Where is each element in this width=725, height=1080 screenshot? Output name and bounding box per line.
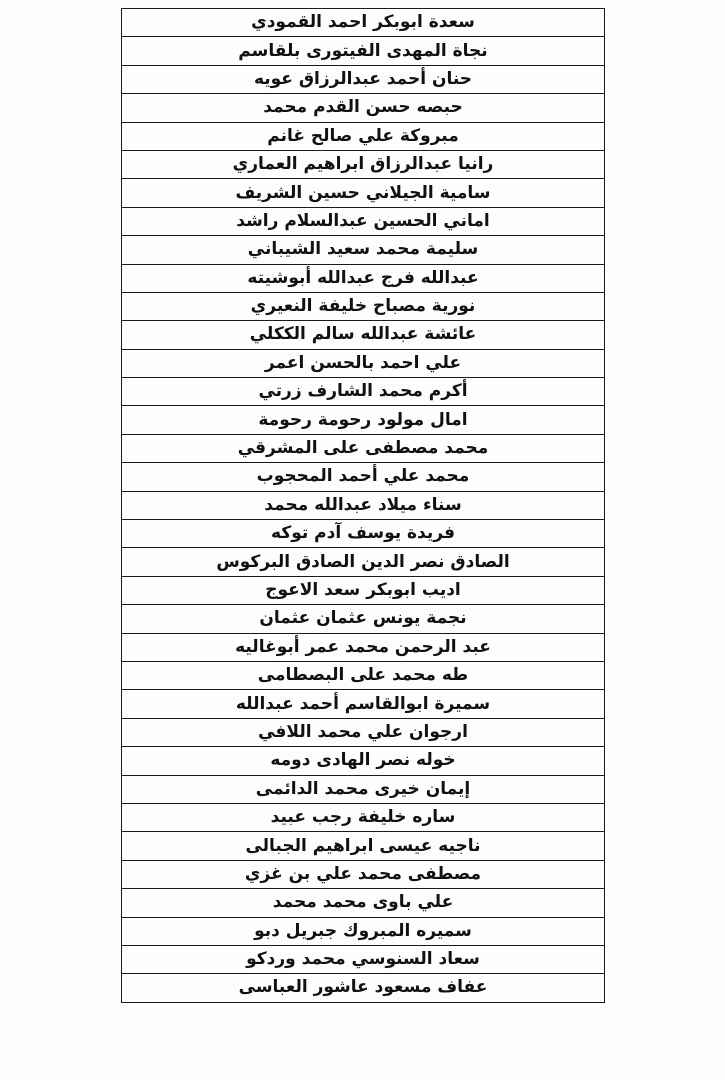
- table-row: [122, 775, 605, 803]
- table-row: [122, 207, 605, 235]
- table-row: [122, 860, 605, 888]
- name-cell: ناجيه عيسى ابراهيم الجبالى: [122, 832, 605, 860]
- names-table-body: [122, 9, 605, 1003]
- name-cell: طه محمد على البصطامى: [122, 661, 605, 689]
- name-cell: الصادق نصر الدين الصادق البركوس: [122, 548, 605, 576]
- name-cell: عبدالله فرج عبدالله أبوشيته: [122, 264, 605, 292]
- table-row: [122, 718, 605, 746]
- table-row: [122, 917, 605, 945]
- name-cell: خوله نصر الهادى دومه: [122, 747, 605, 775]
- name-cell: فريدة يوسف آدم توكه: [122, 520, 605, 548]
- table-row: [122, 605, 605, 633]
- table-row: [122, 9, 605, 37]
- table-row: [122, 378, 605, 406]
- table-row: [122, 832, 605, 860]
- table-row: [122, 520, 605, 548]
- name-cell: نورية مصباح خليفة النعيري: [122, 292, 605, 320]
- table-row: [122, 434, 605, 462]
- name-cell: سعاد السنوسي محمد وردكو: [122, 945, 605, 973]
- table-row: [122, 37, 605, 65]
- table-row: [122, 945, 605, 973]
- table-row: [122, 122, 605, 150]
- name-cell: سناء ميلاد عبدالله محمد: [122, 491, 605, 519]
- name-cell: سليمة محمد سعيد الشيباني: [122, 236, 605, 264]
- name-cell: حنان أحمد عبدالرزاق عويه: [122, 65, 605, 93]
- name-cell: عفاف مسعود عاشور العباسى: [122, 974, 605, 1002]
- table-row: [122, 491, 605, 519]
- name-cell: علي باوى محمد محمد: [122, 889, 605, 917]
- table-row: [122, 264, 605, 292]
- table-row: [122, 406, 605, 434]
- name-cell: سامية الجيلاني حسين الشريف: [122, 179, 605, 207]
- name-cell: نجاة المهدى الفيتورى بلقاسم: [122, 37, 605, 65]
- table-row: [122, 690, 605, 718]
- names-table: [121, 8, 605, 1003]
- name-cell: عبد الرحمن محمد عمر أبوغاليه: [122, 633, 605, 661]
- name-cell: اماني الحسين عبدالسلام راشد: [122, 207, 605, 235]
- table-row: [122, 236, 605, 264]
- table-row: [122, 803, 605, 831]
- table-row: [122, 576, 605, 604]
- name-cell: نجمة يونس عثمان عثمان: [122, 605, 605, 633]
- table-row: [122, 94, 605, 122]
- name-cell: مصطفى محمد علي بن غزي: [122, 860, 605, 888]
- name-cell: حبصه حسن القدم محمد: [122, 94, 605, 122]
- name-cell: إيمان خيرى محمد الدائمى: [122, 775, 605, 803]
- name-cell: محمد علي أحمد المحجوب: [122, 463, 605, 491]
- table-row: [122, 889, 605, 917]
- table-row: [122, 349, 605, 377]
- name-cell: سميره المبروك جبريل دبو: [122, 917, 605, 945]
- name-cell: محمد مصطفى على المشرقي: [122, 434, 605, 462]
- name-cell: أكرم محمد الشارف زرتي: [122, 378, 605, 406]
- name-cell: سميرة ابوالقاسم أحمد عبدالله: [122, 690, 605, 718]
- name-cell: مبروكة علي صالح غانم: [122, 122, 605, 150]
- name-cell: ارجوان علي محمد اللافي: [122, 718, 605, 746]
- table-row: [122, 321, 605, 349]
- name-cell: اديب ابوبكر سعد الاعوج: [122, 576, 605, 604]
- table-row: [122, 548, 605, 576]
- name-cell: امال مولود رحومة رحومة: [122, 406, 605, 434]
- table-row: [122, 661, 605, 689]
- table-row: [122, 292, 605, 320]
- table-row: [122, 179, 605, 207]
- table-row: [122, 150, 605, 178]
- table-row: [122, 633, 605, 661]
- name-cell: ساره خليفة رجب عبيد: [122, 803, 605, 831]
- name-cell: سعدة ابوبكر احمد القمودي: [122, 9, 605, 37]
- name-cell: علي احمد بالحسن اعمر: [122, 349, 605, 377]
- name-cell: رانيا عبدالرزاق ابراهيم العماري: [122, 150, 605, 178]
- name-cell: عائشة عبدالله سالم الككلي: [122, 321, 605, 349]
- table-row: [122, 974, 605, 1002]
- table-row: [122, 747, 605, 775]
- table-row: [122, 463, 605, 491]
- table-row: [122, 65, 605, 93]
